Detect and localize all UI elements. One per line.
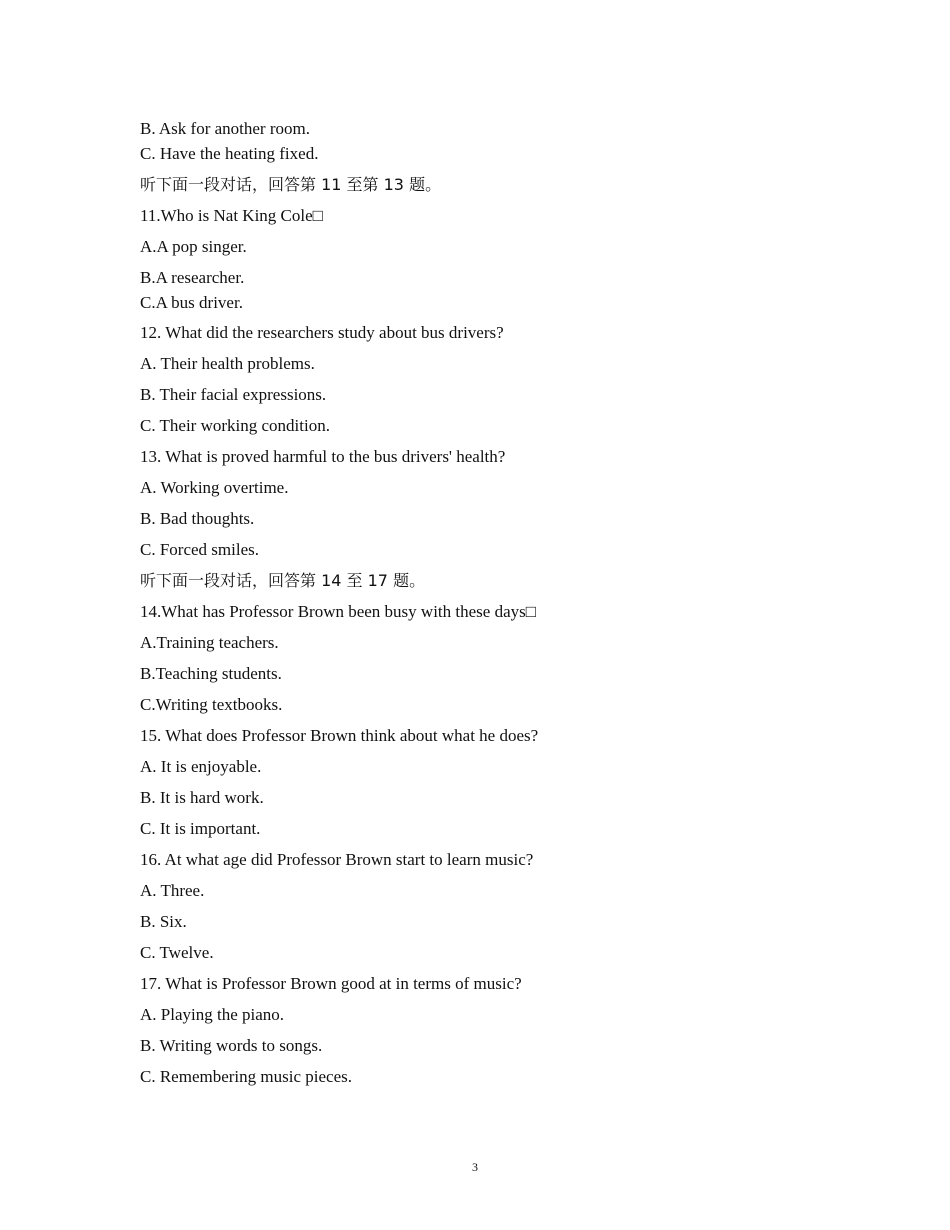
- option-line: B.A researcher.: [140, 268, 245, 287]
- section-instruction: 听下面一段对话，回答第 14 至 17 题。: [140, 571, 426, 590]
- option-line: B. Bad thoughts.: [140, 509, 255, 528]
- option-line: B. Their facial expressions.: [140, 385, 327, 404]
- question-line: 11.Who is Nat King Cole□: [140, 206, 323, 225]
- option-line: C.A bus driver.: [140, 293, 243, 312]
- option-line: C. Twelve.: [140, 943, 214, 962]
- question-line: 15. What does Professor Brown think about what he does?: [140, 726, 539, 745]
- option-line: A. Working overtime.: [140, 478, 289, 497]
- option-line: B. Six.: [140, 912, 187, 931]
- option-line: A. Three.: [140, 881, 205, 900]
- option-line: A. It is enjoyable.: [140, 757, 262, 776]
- question-line: 12. What did the researchers study about bus drivers?: [140, 323, 504, 342]
- question-line: 16. At what age did Professor Brown start to learn music?: [140, 850, 534, 869]
- option-line: A. Playing the piano.: [140, 1005, 285, 1024]
- option-line: C. Forced smiles.: [140, 540, 259, 559]
- option-line: B. It is hard work.: [140, 788, 264, 807]
- option-line: A.Training teachers.: [140, 633, 279, 652]
- option-line: B. Writing words to songs.: [140, 1036, 323, 1055]
- question-line: 13. What is proved harmful to the bus drivers' health?: [140, 447, 506, 466]
- option-line: C.Writing textbooks.: [140, 695, 283, 714]
- option-line: B. Ask for another room.: [140, 119, 310, 138]
- question-line: 14.What has Professor Brown been busy with these days□: [140, 602, 537, 621]
- option-line: A. Their health problems.: [140, 354, 315, 373]
- option-line: C. It is important.: [140, 819, 261, 838]
- option-line: C. Remembering music pieces.: [140, 1067, 352, 1086]
- option-line: C. Their working condition.: [140, 416, 330, 435]
- option-line: A.A pop singer.: [140, 237, 247, 256]
- option-line: B.Teaching students.: [140, 664, 282, 683]
- question-line: 17. What is Professor Brown good at in terms of music?: [140, 974, 522, 993]
- page-number: 3: [472, 1160, 478, 1174]
- section-instruction: 听下面一段对话，回答第 11 至第 13 题。: [140, 175, 442, 194]
- option-line: C. Have the heating fixed.: [140, 144, 319, 163]
